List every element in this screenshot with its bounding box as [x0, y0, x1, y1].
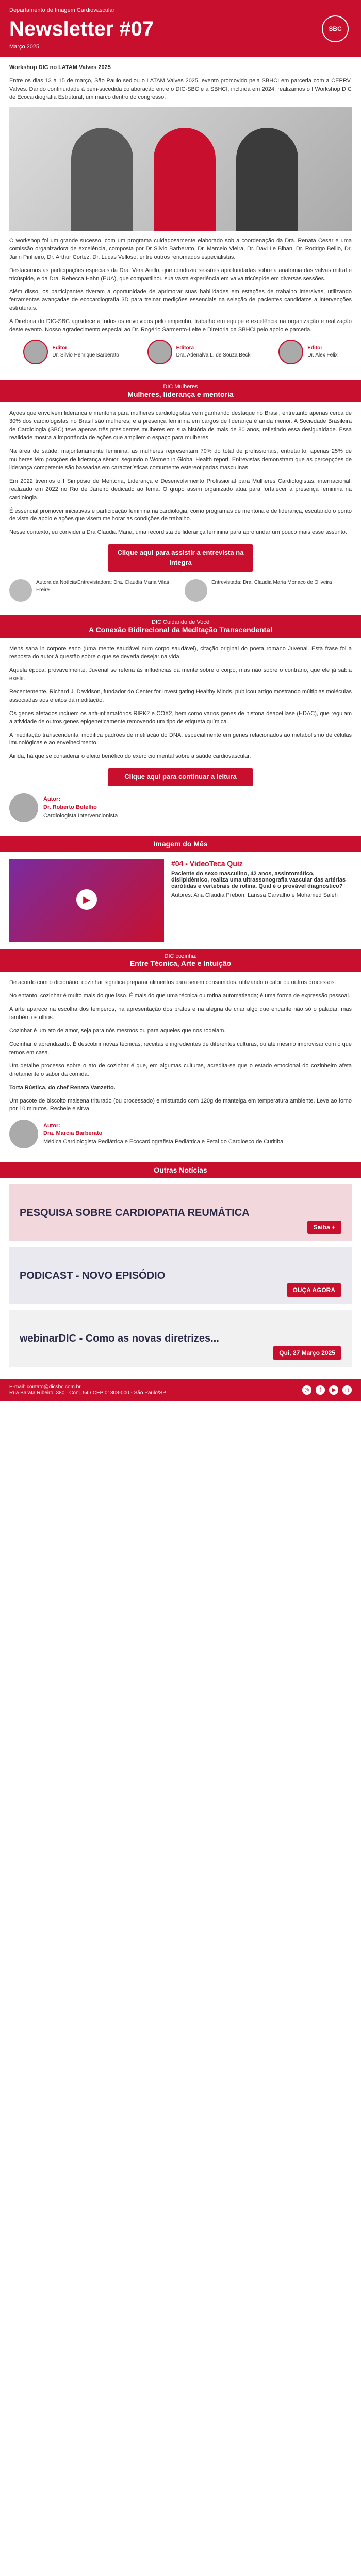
editor-name: Dra. Adenalva L. de Souza Beck	[176, 352, 251, 359]
band-subtitle: DIC Mulheres	[163, 384, 198, 391]
editor-card	[147, 340, 251, 364]
linkedin-icon[interactable]: in	[342, 1385, 352, 1395]
author-name: Dr. Roberto Botelho	[43, 804, 97, 811]
cooking-paragraph: Cozinhar é um ato de amor, seja para nós mesmos ou para aqueles que nos rodeiam.	[9, 1027, 226, 1034]
band-title: Mulheres, liderança e mentoria	[127, 390, 234, 399]
editor-card	[23, 340, 119, 364]
editor-role: Editor	[307, 345, 323, 351]
footer-email[interactable]: E-mail: contato@dicsbc.com.br	[9, 1384, 81, 1391]
author-card	[9, 793, 352, 822]
event-photo	[9, 107, 352, 231]
facebook-icon[interactable]: f	[316, 1385, 325, 1395]
editor-card	[278, 340, 337, 364]
band-subtitle: DIC Cuidando de Você	[152, 619, 209, 625]
band-subtitle: DIC cozinha:	[164, 953, 197, 960]
women-paragraph: É essencial promover iniciativas e participação feminina na cardiologia, como programas de mentoria e de liderança, escutando o ponto de vista de apoio e ações que visem melhorar as condições de trabalho.	[9, 507, 352, 522]
quiz-text	[171, 859, 352, 942]
author-label: Autor:	[43, 1122, 60, 1129]
band-title: A Conexão Bidirecional da Meditação Transcendental	[89, 625, 272, 634]
card-cta-button[interactable]: Saiba +	[307, 1221, 341, 1234]
recipe-text: Um pacote de biscoito maisena triturado (ou processado) e misturado com 120g de manteiga em temperatura ambiente. Leve ao forno por 10 minutos. Recheie e sirva.	[9, 1097, 352, 1112]
care-paragraph: Aquela época, provavelmente, Juvenal se referia às influências da mente sobre o corpo, mas não sobre o contrário, que ele já sabia existir.	[9, 667, 352, 682]
other-news	[0, 1178, 361, 1379]
card-title: PODICAST - NOVO EPISÓDIO	[20, 1269, 166, 1281]
watch-interview-button[interactable]: Clique aqui para assistir a entrevista na íntegra	[108, 544, 253, 572]
quiz-heading: #04 - VideoTeca Quiz	[171, 859, 243, 868]
recipe-title: Torta Rústica, do chef Renata Vanzetto.	[9, 1084, 116, 1091]
care-band	[0, 615, 361, 638]
card-title: webinarDIC - Como as novas diretrizes...	[20, 1332, 219, 1344]
news-card[interactable]	[9, 1247, 352, 1304]
footer-address: Rua Barata Ribeiro, 380 · Conj. 54 / CEP 01308-000 - São Paulo/SP	[9, 1390, 166, 1396]
department-label: Departamento de Imagem Cardiovascular	[9, 7, 115, 13]
cooking-paragraph: Um detalhe processo sobre o ato de cozinhar é que, em algumas culturas, acredita-se que o estado emocional do cozinheiro afeta diretamente o sabor da comida.	[9, 1062, 352, 1077]
cooking-paragraph: No entanto, cozinhar é muito mais do que isso. É mais do que uma técnica ou rotina automatizada; é uma forma de expressão pessoal.	[9, 993, 350, 999]
person-silhouette	[154, 128, 216, 231]
author-card	[9, 1120, 352, 1148]
quiz-question: Paciente do sexo masculino, 42 anos, assintomático, dislipidêmico, realiza uma ultrassonografia vascular das artérias carótidas e vertebrais de rotina. Qual é o provável diagnóstico?	[171, 871, 346, 890]
interview-credits	[9, 579, 352, 602]
cooking-band	[0, 949, 361, 972]
care-paragraph: A meditação transcendental modifica padrões de metilação do DNA, especialmente em genes relacionados ao metabolismo de células imunológicas e ao envelhecimento.	[9, 732, 352, 747]
cooking-paragraph: De acordo com o dicionário, cozinhar significa preparar alimentos para serem consumidos, utilizando o calor ou outros processos.	[9, 979, 336, 986]
band-title: Entre Técnica, Arte e Intuição	[129, 959, 232, 968]
intro-paragraph: Destacamos as participações especiais da Dra. Vera Aiello, que conduziu sessões aprofundadas sobre a anatomia das valvas mitral e tricúspide, e da Dra. Rebecca Hahn (EUA), que compartilhou sua vasta experiência em valva tricúspide em diversas sessões.	[9, 267, 352, 282]
newsletter-date: Março 2025	[9, 44, 40, 50]
person-silhouette	[236, 128, 298, 231]
editors-row	[9, 340, 352, 364]
instagram-icon[interactable]: ◎	[302, 1385, 311, 1395]
header	[0, 0, 361, 57]
card-cta-button[interactable]: Qui, 27 Março 2025	[273, 1346, 341, 1360]
footer	[0, 1379, 361, 1401]
card-cta-button[interactable]: OUÇA AGORA	[287, 1283, 341, 1297]
person-silhouette	[71, 128, 133, 231]
care-section	[0, 638, 361, 836]
other-news-band: Outras Notícias	[0, 1162, 361, 1178]
news-card[interactable]	[9, 1310, 352, 1367]
intro-heading: Workshop DIC no LATAM Valves 2025	[9, 64, 111, 71]
cooking-paragraph: A arte aparece na escolha dos temperos, na apresentação dos pratos e na alegria de criar algo que encante não só o paladar, mas também os olhos.	[9, 1006, 352, 1021]
interviewee-card	[185, 579, 352, 602]
women-band	[0, 380, 361, 402]
editor-role: Editora	[176, 345, 194, 351]
cooking-paragraph: Cozinhar é aprendizado. É descobrir novas técnicas, receitas e ingredientes de diferentes culturas, ou até mesmo improvisar com o que temos em casa.	[9, 1041, 352, 1056]
interviewee-label: Entrevistada: Dra. Claudia Maria Monaco de Oliveira	[211, 580, 332, 585]
interviewer-card	[9, 579, 176, 602]
women-paragraph: Na área de saúde, majoritariamente feminina, as mulheres representam 70% do total de profissionais, entretanto, apenas 25% de mulheres têm posições de liderança sênior, segundo o Women in Global Health report. Entrevistas demonstram que as percepções de liderança competente são baseadas em características comumente estereotipadas masculinas.	[9, 448, 352, 471]
image-of-month-band: Imagem do Mês	[0, 836, 361, 852]
intro-paragraph: A Diretoria do DIC-SBC agradece a todos os envolvidos pelo empenho, trabalho em equipe e excelência na organização e realização deste evento. Nosso agradecimento especial ao Dr. Rogério Sarmento-Leite e Diretoria da SBHCI pelo apoio e parceria.	[9, 318, 352, 333]
editor-role: Editor	[52, 345, 68, 351]
editor-name: Dr. Alex Felix	[307, 352, 338, 359]
image-of-month	[0, 852, 361, 949]
avatar	[9, 1120, 38, 1148]
card-title: PESQUISA SOBRE CARDIOPATIA REUMÁTICA	[20, 1207, 250, 1218]
quiz-authors: Autores: Ana Claudia Prebon, Larissa Carvalho e Mohamed Saleh	[171, 892, 338, 899]
avatar	[278, 340, 303, 364]
care-paragraph: Mens sana in corpore sano (uma mente saudável num corpo saudável), citação original do poeta romano Juvenal. Esta frase foi a resposta do autor à questão sobre o que se deveria desejar na vida.	[9, 646, 352, 660]
intro-section	[0, 57, 361, 380]
author-desc: Médica Cardiologista Pediátrica e Ecocardiografista Pediátrica e Fetal do Cardioeco de Curitiba	[43, 1139, 284, 1145]
intro-paragraph: O workshop foi um grande sucesso, com um programa cuidadosamente elaborado sob a coordenação da Dra. Renata Cesar e uma comissão organizadora de excelência, composta por Dr Silvio Barberato, Dr. Marcelo Vieira, Dr. Davi Le Bihan, Dr. Rodrigo Bellio, Dr. Jann Pinheiro, Dr. Arthur Cortez, Dr. Lucas Velloso, entre outros renomados especialistas.	[9, 237, 352, 260]
intro-paragraph: Entre os dias 13 a 15 de março, São Paulo sediou o LATAM Valves 2025, evento promovido pela SBHCI em parceria com a CEPRV. Valves. Dando continuidade à bem-sucedida colaboração entre o DIC-SBC e a SBHCI, incluída em 2024, realizamos o I Workshop DIC de Ecocardiografia Estrutural, um marco dentro do congresso.	[9, 77, 352, 100]
cooking-section	[0, 972, 361, 1162]
sbc-logo: SBC	[322, 15, 349, 42]
avatar	[185, 579, 207, 602]
interviewer-label: Autora da Notícia/Entrevistadora: Dra. Claudia Maria Vilas Freire	[36, 580, 169, 593]
social-icons	[302, 1385, 352, 1395]
continue-reading-button[interactable]: Clique aqui para continuar a leitura	[108, 768, 253, 786]
author-desc: Cardiologista Intervencionista	[43, 812, 118, 819]
video-thumbnail[interactable]	[9, 859, 164, 942]
intro-paragraph: Além disso, os participantes tiveram a oportunidade de aprimorar suas habilidades em estações de trabalho imersivas, utilizando ferramentas avançadas de ecocardiografia 3D para treinar medições essenciais na seleção de pacientes candidatos a intervenções estruturais.	[9, 289, 352, 312]
play-icon[interactable]: ▶	[76, 889, 97, 910]
women-paragraph: Em 2022 tivemos o I Simpósio de Mentoria, Liderança e Desenvolvimento Profissional para Mulheres Cardiologistas, internacional, realizado em 2022 no Rio de Janeiro dedicado ao tema. O grupo assim organizado atua para fortalecer a presença feminina na cardiologia.	[9, 478, 352, 501]
women-paragraph: Nesse contexto, eu convidei a Dra Claudia Maria, uma recordista de liderança feminina para aprofundar um pouco mais esse assunto.	[9, 529, 347, 536]
avatar	[9, 793, 38, 822]
newsletter-title: Newsletter #07	[9, 18, 154, 40]
avatar	[23, 340, 48, 364]
avatar	[9, 579, 32, 602]
youtube-icon[interactable]: ▶	[329, 1385, 338, 1395]
author-name: Dra. Marcia Barberato	[43, 1130, 103, 1137]
avatar	[147, 340, 172, 364]
care-paragraph: Recentemente, Richard J. Davidson, fundador do Center for Investigating Healthy Minds, publicou artigo mostrando múltiplas moléculas associadas aos efeitos da meditação.	[9, 688, 352, 703]
women-section	[0, 402, 361, 615]
care-paragraph: Ainda, há que se considerar o efeito benéfico do exercício mental sobre a saúde cardiovascular.	[9, 753, 251, 760]
care-paragraph: Os genes afetados incluem os anti-inflamatórios RIPK2 e COX2, bem como vários genes de histona deacetilase (HDAC), que regulam a atividade de outros genes epigeneticamente removendo um tipo de etiqueta química.	[9, 710, 352, 725]
news-card[interactable]	[9, 1184, 352, 1241]
editor-name: Dr. Silvio Henrique Barberato	[52, 352, 119, 359]
women-paragraph: Ações que envolvem liderança e mentoria para mulheres cardiologistas vem ganhando destaque no Brasil, entretanto apenas cerca de 30% dos cardiologistas no Brasil são mulheres, e a presença feminina em cargos de liderança é ainda menor. A Sociedade Brasileira de Cardiologia (SBC) teve apenas três presidentes mulheres em sua história de mais de 80 anos, refletindo essa desigualdade. Essa realidade mostra a importância de ações que ampliem o espaço para mulheres.	[9, 410, 352, 441]
author-label: Autor:	[43, 796, 60, 803]
